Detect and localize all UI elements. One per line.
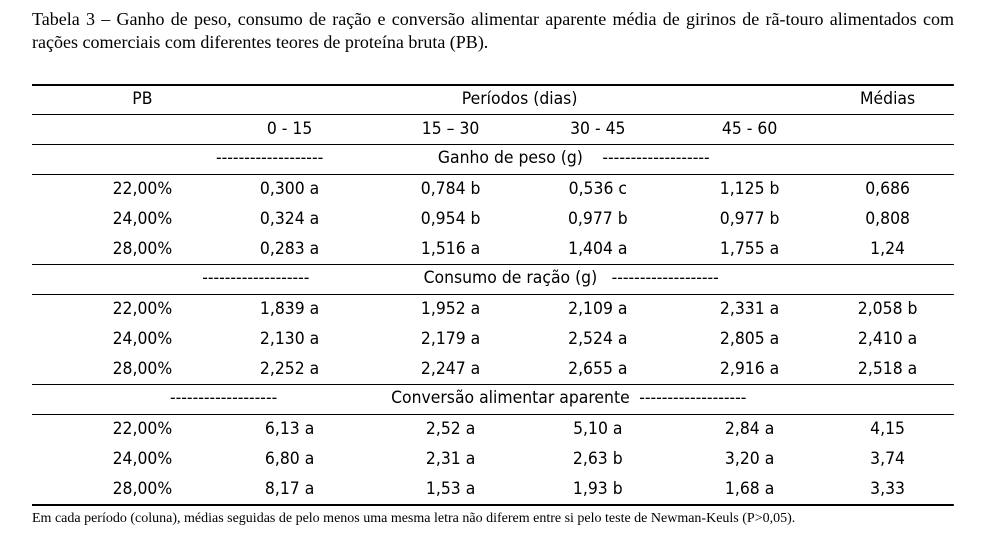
header-row-1 xyxy=(32,84,954,114)
row-label-pb: 22,00% xyxy=(112,299,173,319)
cell-value: 1,93 b xyxy=(572,479,623,499)
header-period-4: 45 - 60 xyxy=(721,119,778,139)
cell-media: 1,24 xyxy=(870,239,906,259)
table-bottom-rule xyxy=(32,504,954,506)
cell-value: 2,63 b xyxy=(572,449,623,469)
table-row xyxy=(32,204,954,234)
cell-value: 1,125 b xyxy=(719,179,780,199)
cell-media: 3,74 xyxy=(870,449,906,469)
section-title: Consumo de ração (g) xyxy=(423,268,598,288)
header-period-3: 30 - 45 xyxy=(570,119,626,139)
cell-media: 2,410 a xyxy=(857,329,918,349)
header-periodos: Períodos (dias) xyxy=(461,89,578,109)
cell-value: 8,17 a xyxy=(264,479,315,499)
table-row xyxy=(32,234,954,264)
row-label-pb: 28,00% xyxy=(112,359,173,379)
cell-value: 2,252 a xyxy=(259,359,320,379)
table-footnote: Em cada período (coluna), médias seguidas de pelo menos uma mesma letra não diferem entre si pelo teste de Newman-Keuls (P>0,05). xyxy=(32,511,796,526)
cell-value: 2,805 a xyxy=(719,329,780,349)
table-row xyxy=(32,324,954,354)
section-dashes-right: ------------------- xyxy=(639,388,747,408)
table-row xyxy=(32,444,954,474)
section-dashes-left: ------------------- xyxy=(170,388,278,408)
section-header xyxy=(32,384,954,414)
section-header xyxy=(32,264,954,294)
row-label-pb: 22,00% xyxy=(112,179,173,199)
header-pb: PB xyxy=(132,89,153,109)
cell-value: 2,109 a xyxy=(568,299,628,319)
cell-value: 2,52 a xyxy=(425,419,476,439)
cell-value: 0,283 a xyxy=(259,239,320,259)
cell-value: 5,10 a xyxy=(573,419,623,439)
cell-media: 4,15 xyxy=(870,419,906,439)
table-row xyxy=(32,354,954,384)
row-label-pb: 28,00% xyxy=(112,239,173,259)
cell-value: 2,655 a xyxy=(568,359,628,379)
header-row-2 xyxy=(32,114,954,144)
cell-value: 0,324 a xyxy=(259,209,320,229)
row-label-pb: 24,00% xyxy=(112,449,173,469)
cell-value: 1,516 a xyxy=(420,239,481,259)
cell-value: 3,20 a xyxy=(724,449,775,469)
table-row xyxy=(32,294,954,324)
section-dashes-left: ------------------- xyxy=(216,148,324,168)
cell-value: 2,179 a xyxy=(420,329,481,349)
cell-value: 0,977 b xyxy=(719,209,780,229)
table-row xyxy=(32,414,954,444)
cell-value: 6,13 a xyxy=(264,419,315,439)
cell-media: 3,33 xyxy=(870,479,906,499)
cell-value: 2,130 a xyxy=(259,329,320,349)
cell-value: 1,404 a xyxy=(568,239,628,259)
cell-value: 1,755 a xyxy=(719,239,780,259)
cell-value: 2,916 a xyxy=(719,359,780,379)
row-label-pb: 24,00% xyxy=(112,209,173,229)
cell-value: 0,536 c xyxy=(568,179,627,199)
cell-value: 1,53 a xyxy=(425,479,476,499)
section-title: Conversão alimentar aparente xyxy=(391,388,630,408)
cell-value: 2,524 a xyxy=(568,329,628,349)
section-header xyxy=(32,144,954,174)
table-row xyxy=(32,174,954,204)
cell-media: 2,058 b xyxy=(857,299,918,319)
section-title: Ganho de peso (g) xyxy=(437,148,583,168)
cell-value: 1,68 a xyxy=(724,479,775,499)
row-label-pb: 22,00% xyxy=(112,419,173,439)
header-period-2: 15 – 30 xyxy=(421,119,480,139)
header-medias: Médias xyxy=(860,89,916,109)
section-dashes-right: ------------------- xyxy=(611,268,719,288)
cell-media: 0,686 xyxy=(865,179,910,199)
cell-media: 0,808 xyxy=(865,209,910,229)
table-row xyxy=(32,474,954,504)
row-label-pb: 28,00% xyxy=(112,479,173,499)
cell-value: 0,300 a xyxy=(259,179,320,199)
row-label-pb: 24,00% xyxy=(112,329,173,349)
cell-value: 0,977 b xyxy=(567,209,628,229)
cell-media: 2,518 a xyxy=(857,359,918,379)
cell-value: 6,80 a xyxy=(264,449,315,469)
header-period-1: 0 - 15 xyxy=(266,119,313,139)
section-dashes-right: ------------------- xyxy=(602,148,710,168)
cell-value: 2,84 a xyxy=(724,419,775,439)
cell-value: 1,952 a xyxy=(420,299,481,319)
cell-value: 2,331 a xyxy=(719,299,780,319)
cell-value: 0,954 b xyxy=(420,209,481,229)
cell-value: 2,31 a xyxy=(425,449,476,469)
cell-value: 2,247 a xyxy=(420,359,481,379)
cell-value: 0,784 b xyxy=(420,179,481,199)
cell-value: 1,839 a xyxy=(259,299,320,319)
header-mid-rule xyxy=(32,114,954,115)
section-dashes-left: ------------------- xyxy=(202,268,310,288)
table-caption: Tabela 3 – Ganho de peso, consumo de ração e conversão alimentar aparente média de girinos de rã-touro alimentados com rações comerciais com diferentes teores de proteína bruta (PB). xyxy=(32,9,954,52)
